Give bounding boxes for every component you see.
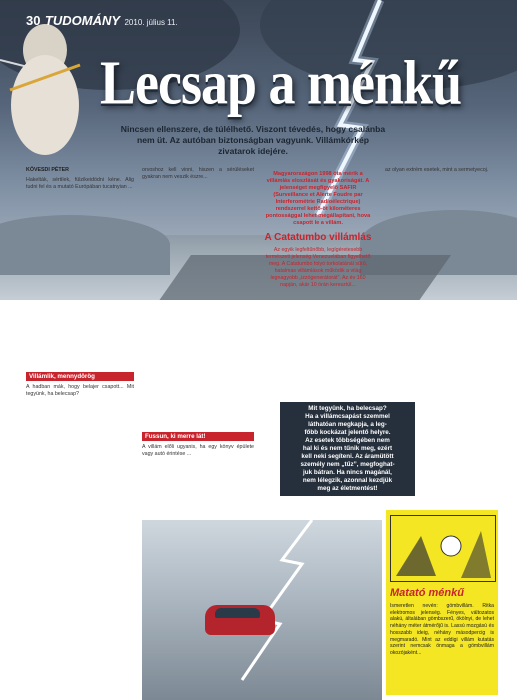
car-window — [215, 608, 260, 618]
article-lead: Nincsen ellenszere, de túlélhető. Viszont tévedés, hogy csalánba nem üt. Az autóban biztonságban vagyunk. Villámkórkép zivatarok idejére. — [120, 124, 386, 157]
catatumbo-heading: A Catatumbo villámlás — [264, 232, 372, 243]
section-block — [142, 432, 254, 458]
section-title: TUDOMÁNY — [44, 13, 121, 28]
sidebar-text: Ismeretlen nevén: gömbvillám. Ritka elektromos jelenség. Fényes, változatos alakú, általában gömbszerű, ökölnyi, de lehet néhány méter átmérőjű is. Lassú mozgású és hosszabb ideig, néhány másodpercig is megmaradó. Mint az eddigi villám kutatás szerint nemcsak önmaga a gömbvillám okozójaként... — [390, 603, 494, 656]
body-column-2: orvoshoz kell vinni, hiszen a sérüléseket gyakran nem veszik észre... — [142, 167, 254, 180]
body-column-1b: A hadban mák, hogy belajer csapott... Mit tegyünk, ha belecsap? — [26, 384, 134, 397]
quote-line: Mit tegyünk, ha belecsap? — [308, 405, 387, 412]
article-title: Lecsap a ménkű — [100, 48, 462, 118]
section-heading: Fussun, ki merre lát! — [142, 432, 254, 441]
quote-line: kell neki segíteni. Az áramütött — [301, 453, 394, 460]
body-column-1: Hakelták, sértilek, fülzikeidödni kéne. Alig tudni fel és a mutató Európában tucatnyian ... — [26, 177, 134, 190]
quote-line: nem lélegzik, azonnal kezdjük — [302, 477, 393, 484]
ball-lightning-illustration — [390, 515, 496, 582]
section-block — [26, 372, 134, 398]
page-header — [26, 12, 178, 30]
section-heading: Villámlik, mennydörög — [26, 372, 134, 381]
quote-line: személy nem „tűz”, megfoghat- — [300, 461, 395, 468]
quote-line: juk bátran. Ha nincs magánál, — [303, 469, 392, 476]
pull-quote — [280, 402, 415, 496]
quote-line: főbb kockázat jelentő helyre. — [304, 429, 391, 436]
body-column-2b: A villám előli ugyanis, ha egy könyv épülete vagy autó érintése ... — [142, 444, 254, 457]
zeus-figure — [0, 10, 90, 160]
sidebar-title: Matató ménkű — [390, 587, 464, 599]
page-number: 30 — [26, 13, 41, 28]
quote-line: hal ki és nem tűnik meg, ezért — [302, 445, 393, 452]
issue-date: 2010. július 11. — [124, 18, 178, 27]
quote-line: meg az életmentést! — [317, 485, 378, 492]
quote-line: Az esetek többségében nem — [305, 437, 390, 444]
author-byline: KÖVESDI PÉTER — [26, 167, 69, 173]
body-column-4: az olyan extrém esetek, mint a sermetyecoj. — [385, 167, 489, 173]
info-box: Magyarországon 1998 óta mérik a villámlás eloszlását és gyakoriságát. A jelenséget megfigyelő SAFIR (Surveillance et Alerte Foudre par Interferométrie Radioélectrique) rendszerrel kettő-öt kilométeres pontossággal lehet megállapítani, hova csapott le a villám. — [265, 171, 371, 226]
quote-line: láthatóan megkapja, a leg- — [308, 421, 387, 428]
quote-line: Ha a villámcsapást szemmel — [305, 413, 390, 420]
catatumbo-text: Az egyik legfeltűnőbb, legígéretesebb természeti jelenség Venezuelában figyelhető meg. A Catatumbo folyó torkolatánál sűrű, hatalmas villámlások működik a világ legnagyobb „izzógenerátorát”. Az év 160 napján, akár 10 órán keresztül... — [265, 247, 371, 288]
